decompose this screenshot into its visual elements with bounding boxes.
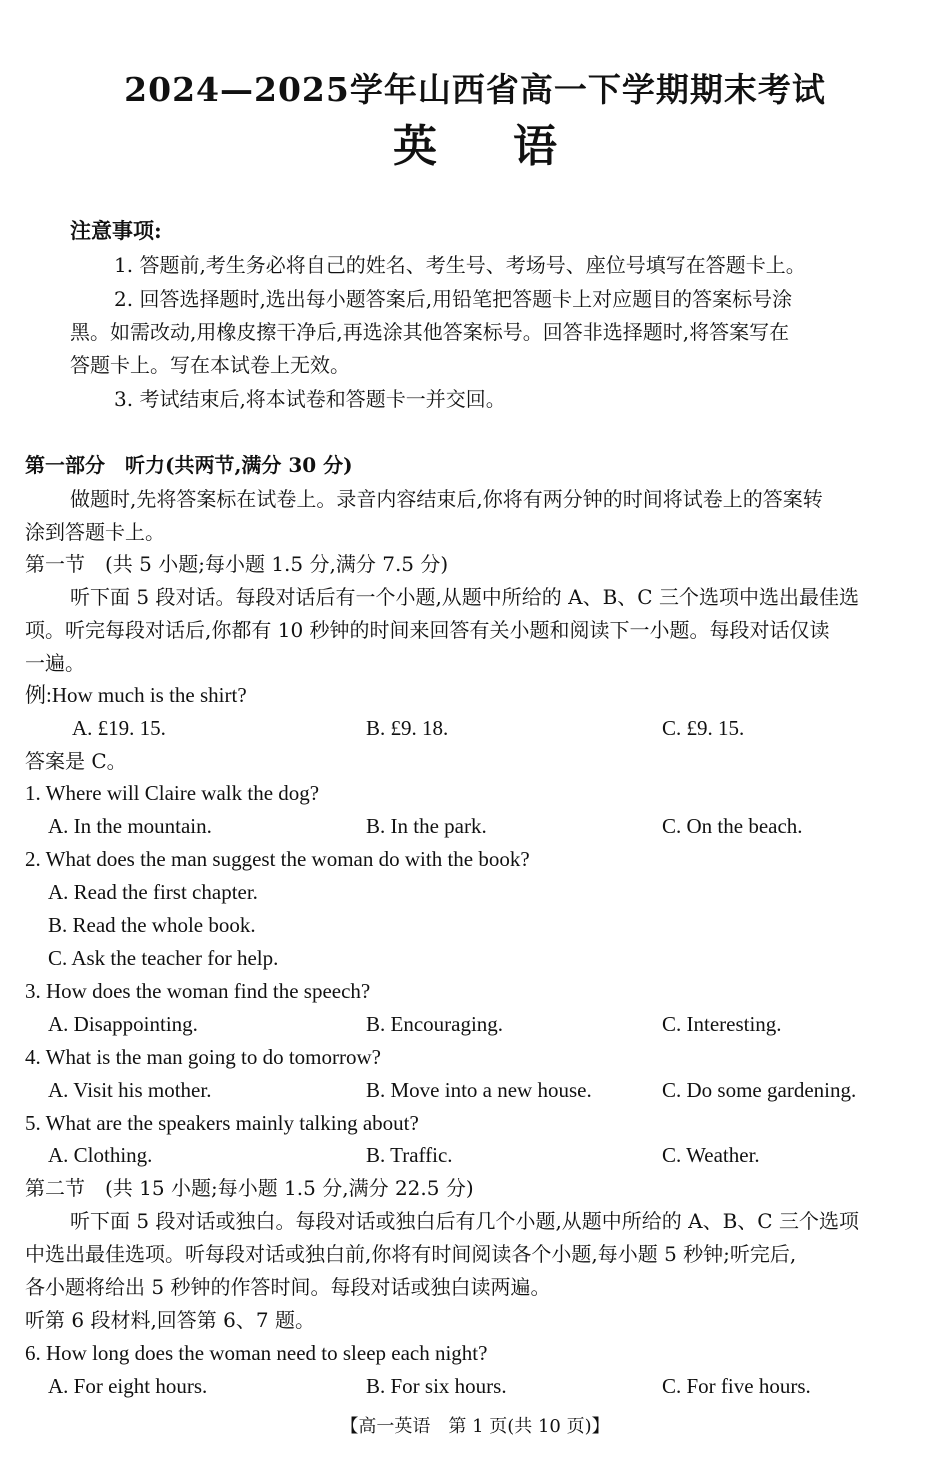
example-option-a: A. £19. 15. xyxy=(72,716,166,740)
question-4-stem: 4. What is the man going to do tomorrow? xyxy=(25,1045,381,1069)
section2-intro-1: 听下面 5 段对话或独白。每段对话或独白后有几个小题,从题中所给的 A、B、C 三个选项 xyxy=(70,1209,859,1233)
page-footer: 【高一英语 第 1 页(共 10 页)】 xyxy=(340,1416,610,1437)
section1-heading: 第一节 (共 5 小题;每小题 1.5 分,满分 7.5 分) xyxy=(25,552,449,576)
section1-intro-2: 项。听完每段对话后,你都有 10 秒钟的时间来回答有关小题和阅读下一小题。每段对话仅读 xyxy=(25,618,830,642)
notes-line-5: 3. 考试结束后,将本试卷和答题卡一并交回。 xyxy=(114,387,506,411)
question-5-option-c: C. Weather. xyxy=(662,1143,760,1167)
subject-char-2: 语 xyxy=(513,121,557,172)
question-5-stem: 5. What are the speakers mainly talking about? xyxy=(25,1111,419,1135)
section2-heading: 第二节 (共 15 小题;每小题 1.5 分,满分 22.5 分) xyxy=(25,1176,474,1200)
question-2-option-c: C. Ask the teacher for help. xyxy=(48,946,279,970)
question-4-option-a: A. Visit his mother. xyxy=(48,1078,212,1102)
question-6-option-b: B. For six hours. xyxy=(366,1374,507,1398)
section2-intro-2: 中选出最佳选项。听每段对话或独白前,你将有时间阅读各个小题,每小题 5 秒钟;听完后, xyxy=(25,1242,797,1266)
notes-line-3: 黑。如需改动,用橡皮擦干净后,再选涂其他答案标号。回答非选择题时,将答案写在 xyxy=(70,320,790,344)
question-1-option-c: C. On the beach. xyxy=(662,814,803,838)
part1-intro-2: 涂到答题卡上。 xyxy=(25,520,165,544)
example-option-c: C. £9. 15. xyxy=(662,716,745,740)
question-2-stem: 2. What does the man suggest the woman do with the book? xyxy=(25,847,530,871)
question-1-option-b: B. In the park. xyxy=(366,814,487,838)
question-2-option-a: A. Read the first chapter. xyxy=(48,880,258,904)
question-1-option-a: A. In the mountain. xyxy=(48,814,212,838)
question-3-option-a: A. Disappointing. xyxy=(48,1012,198,1036)
question-6-stem: 6. How long does the woman need to sleep each night? xyxy=(25,1341,488,1365)
question-5-option-b: B. Traffic. xyxy=(366,1143,453,1167)
notes-line-2: 2. 回答选择题时,选出每小题答案后,用铅笔把答题卡上对应题目的答案标号涂 xyxy=(114,287,793,311)
question-6-option-c: C. For five hours. xyxy=(662,1374,811,1398)
subject-char-1: 英 xyxy=(393,121,437,172)
section1-intro-3: 一遍。 xyxy=(25,651,85,675)
section2-intro-3: 各小题将给出 5 秒钟的作答时间。每段对话或独白读两遍。 xyxy=(25,1275,551,1299)
subject-title xyxy=(0,118,950,176)
question-4-option-b: B. Move into a new house. xyxy=(366,1078,592,1102)
question-3-option-b: B. Encouraging. xyxy=(366,1012,504,1036)
section1-intro-1: 听下面 5 段对话。每段对话后有一个小题,从题中所给的 A、B、C 三个选项中选出最佳选 xyxy=(70,585,859,609)
material-6-instruction: 听第 6 段材料,回答第 6、7 题。 xyxy=(25,1308,315,1332)
question-1-stem: 1. Where will Claire walk the dog? xyxy=(25,781,320,805)
question-3-option-c: C. Interesting. xyxy=(662,1012,782,1036)
question-4-option-c: C. Do some gardening. xyxy=(662,1078,857,1102)
exam-title: 2024—2025学年山西省高一下学期期末考试 xyxy=(124,70,826,109)
question-6-option-a: A. For eight hours. xyxy=(48,1374,208,1398)
notes-line-4: 答题卡上。写在本试卷上无效。 xyxy=(70,353,350,377)
part1-intro-1: 做题时,先将答案标在试卷上。录音内容结束后,你将有两分钟的时间将试卷上的答案转 xyxy=(70,487,823,511)
question-5-option-a: A. Clothing. xyxy=(48,1143,153,1167)
part1-heading: 第一部分 听力(共两节,满分 30 分) xyxy=(25,453,353,477)
notes-heading: 注意事项: xyxy=(70,218,162,243)
example-option-b: B. £9. 18. xyxy=(366,716,449,740)
example-answer: 答案是 C。 xyxy=(25,749,127,773)
notes-line-1: 1. 答题前,考生务必将自己的姓名、考生号、考场号、座位号填写在答题卡上。 xyxy=(114,253,806,277)
question-3-stem: 3. How does the woman find the speech? xyxy=(25,979,371,1003)
example-question: 例:How much is the shirt? xyxy=(25,683,247,707)
question-2-option-b: B. Read the whole book. xyxy=(48,913,256,937)
